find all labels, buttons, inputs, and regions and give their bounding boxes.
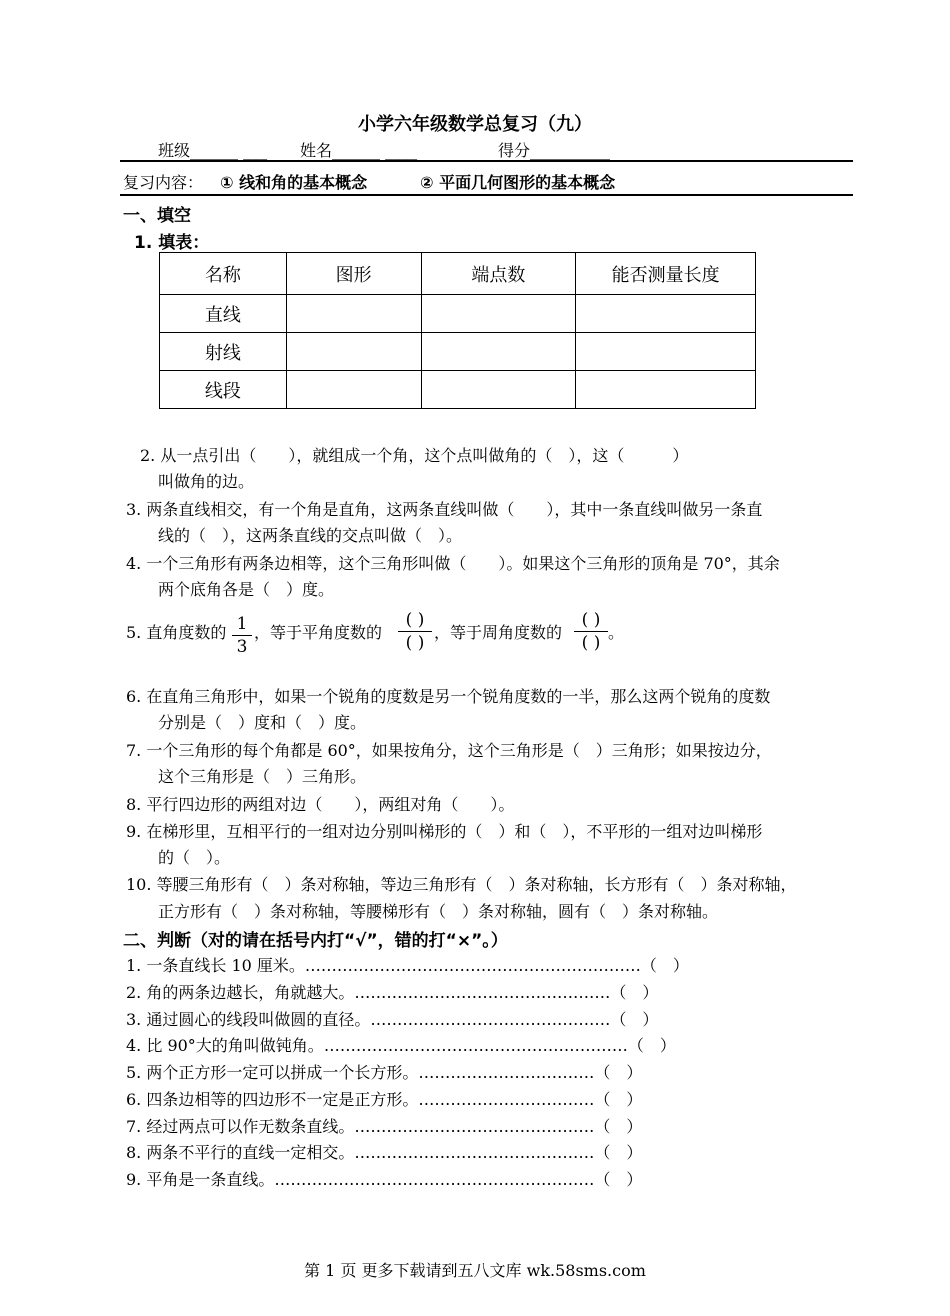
table-cell: 线段 [160,371,287,409]
review-label: 复习内容： [123,173,204,192]
fraction-numerator: ( ) [581,610,601,630]
leader-dots: ……………………………………… [354,1143,595,1162]
judge-text: 2. 角的两条边越长，角就越大。 [126,983,355,1002]
answer-paren: （ ） [594,1170,643,1189]
review-item-1: ① 线和角的基本概念 [220,173,368,192]
q5-middle-1: ，等于平角度数的 [254,623,383,642]
leader-dots: ……………………………………… [370,1010,611,1029]
fraction-denominator: ( ) [581,633,601,653]
question-line: 的（ ）。 [158,848,231,867]
judge-text: 3. 通过圆心的线段叫做圆的直径。 [126,1010,371,1029]
question-line: 叫做角的边。 [158,472,255,491]
table-cell [576,295,756,333]
section1-heading: 一、填空 [123,206,191,226]
question-line: 7. 一个三角形的每个角都是 60°，如果按角分，这个三角形是（ ）三角形；如果按边分， [126,741,772,760]
judge-text: 6. 四条边相等的四边形不一定是正方形。 [126,1090,419,1109]
answer-paren: （ ） [594,1063,643,1082]
answer-paren: （ ） [610,983,659,1002]
table-cell [286,295,421,333]
question-line: 10. 等腰三角形有（ ）条对称轴，等边三角形有（ ）条对称轴，长方形有（ ）条对称轴， [126,875,797,894]
score-field: 得分__________ [498,141,611,160]
class-field: 班级______ ___ [158,141,268,160]
bottom-rule [120,194,853,196]
leader-dots: …………………………… [418,1063,595,1082]
table-row [160,295,756,333]
question-line: 这个三角形是（ ）三角形。 [158,767,367,786]
answer-paren: （ ） [610,1010,659,1029]
judge-item [126,1167,642,1190]
table-cell [421,371,576,409]
judge-text: 9. 平角是一条直线。 [126,1170,275,1189]
leader-dots: ……………………………………………………… [304,956,641,975]
question-line: 正方形有（ ）条对称轴，等腰梯形有（ ）条对称轴，圆有（ ）条对称轴。 [158,902,719,921]
table-cell [576,333,756,371]
table-cell [286,371,421,409]
question-line: 4. 一个三角形有两条边相等，这个三角形叫做（ ）。如果这个三角形的顶角是 70°，其余 [126,554,780,573]
judge-text: 7. 经过两点可以作无数条直线。 [126,1117,355,1136]
fraction-numerator: ( ) [405,610,425,630]
judge-item [126,980,658,1003]
judge-text: 1. 一条直线长 10 厘米。 [126,956,305,975]
page-title: 小学六年级数学总复习（九） [358,114,592,135]
q1-label: 1. 填表： [134,233,210,253]
q5-suffix: 。 [608,623,625,642]
judge-text: 4. 比 90°大的角叫做钝角。 [126,1036,324,1055]
fraction-bar [574,631,608,632]
judge-item [126,953,689,976]
fraction-bar [398,631,432,632]
table-header: 图形 [286,253,421,295]
judge-item [126,1087,642,1110]
question-line: 3. 两条直线相交，有一个角是直角，这两条直线叫做（ ），其中一条直线叫做另一条直 [126,500,763,519]
judge-item [126,1060,642,1083]
answer-paren: （ ） [640,956,689,975]
q5-prefix: 5. 直角度数的 [126,623,227,642]
fraction-one-third [232,614,252,657]
question-line: 9. 在梯形里，互相平行的一组对边分别叫梯形的（ ）和（ ），不平形的一组对边叫梯形 [126,822,763,841]
leader-dots: ………………………………………… [354,983,611,1002]
fraction-denominator: ( ) [405,633,425,653]
fill-table [159,252,756,409]
answer-paren: （ ） [594,1090,643,1109]
page-footer: 第 1 页 更多下载请到五八文库 wk.58sms.com [304,1261,646,1280]
table-header: 能否测量长度 [576,253,756,295]
table-cell [286,333,421,371]
table-header: 名称 [160,253,287,295]
q5-middle-2: ，等于周角度数的 [434,623,563,642]
judge-item [126,1007,658,1030]
table-header-row [160,253,756,295]
fraction-bar [232,635,252,636]
fraction-denominator: 3 [236,637,248,657]
judge-item [126,1033,676,1056]
review-item-2: ② 平面几何图形的基本概念 [420,173,616,192]
table-cell: 直线 [160,295,287,333]
answer-paren: （ ） [627,1036,676,1055]
question-line: 分别是（ ）度和（ ）度。 [158,713,367,732]
top-rule [120,160,853,162]
question-line: 8. 平行四边形的两组对边（ ），两组对角（ ）。 [126,795,515,814]
section2-heading: 二、判断（对的请在括号内打“√”，错的打“×”。） [123,931,508,951]
question-line: 线的（ ），这两条直线的交点叫做（ ）。 [158,526,463,545]
judge-item [126,1140,642,1163]
question-line: 6. 在直角三角形中，如果一个锐角的度数是另一个锐角度数的一半，那么这两个锐角的度数 [126,687,771,706]
judge-text: 5. 两个正方形一定可以拼成一个长方形。 [126,1063,419,1082]
answer-paren: （ ） [594,1117,643,1136]
table-row [160,371,756,409]
leader-dots: …………………………… [418,1090,595,1109]
table-row [160,333,756,371]
leader-dots: ………………………………………………… [323,1036,628,1055]
table-cell [576,371,756,409]
leader-dots: …………………………………………………… [274,1170,595,1189]
judge-text: 8. 两条不平行的直线一定相交。 [126,1143,355,1162]
judge-item [126,1114,642,1137]
leader-dots: ……………………………………… [354,1117,595,1136]
question-line: 2. 从一点引出（ ），就组成一个角，这个点叫做角的（ ），这（ ） [140,446,689,465]
table-cell: 射线 [160,333,287,371]
fraction-blank [398,610,432,653]
table-cell [421,295,576,333]
table-header: 端点数 [421,253,576,295]
question-line: 两个底角各是（ ）度。 [158,580,335,599]
table-cell [421,333,576,371]
fraction-numerator: 1 [236,614,248,634]
fraction-blank [574,610,608,653]
answer-paren: （ ） [594,1143,643,1162]
name-field: 姓名______ ____ [300,141,418,160]
